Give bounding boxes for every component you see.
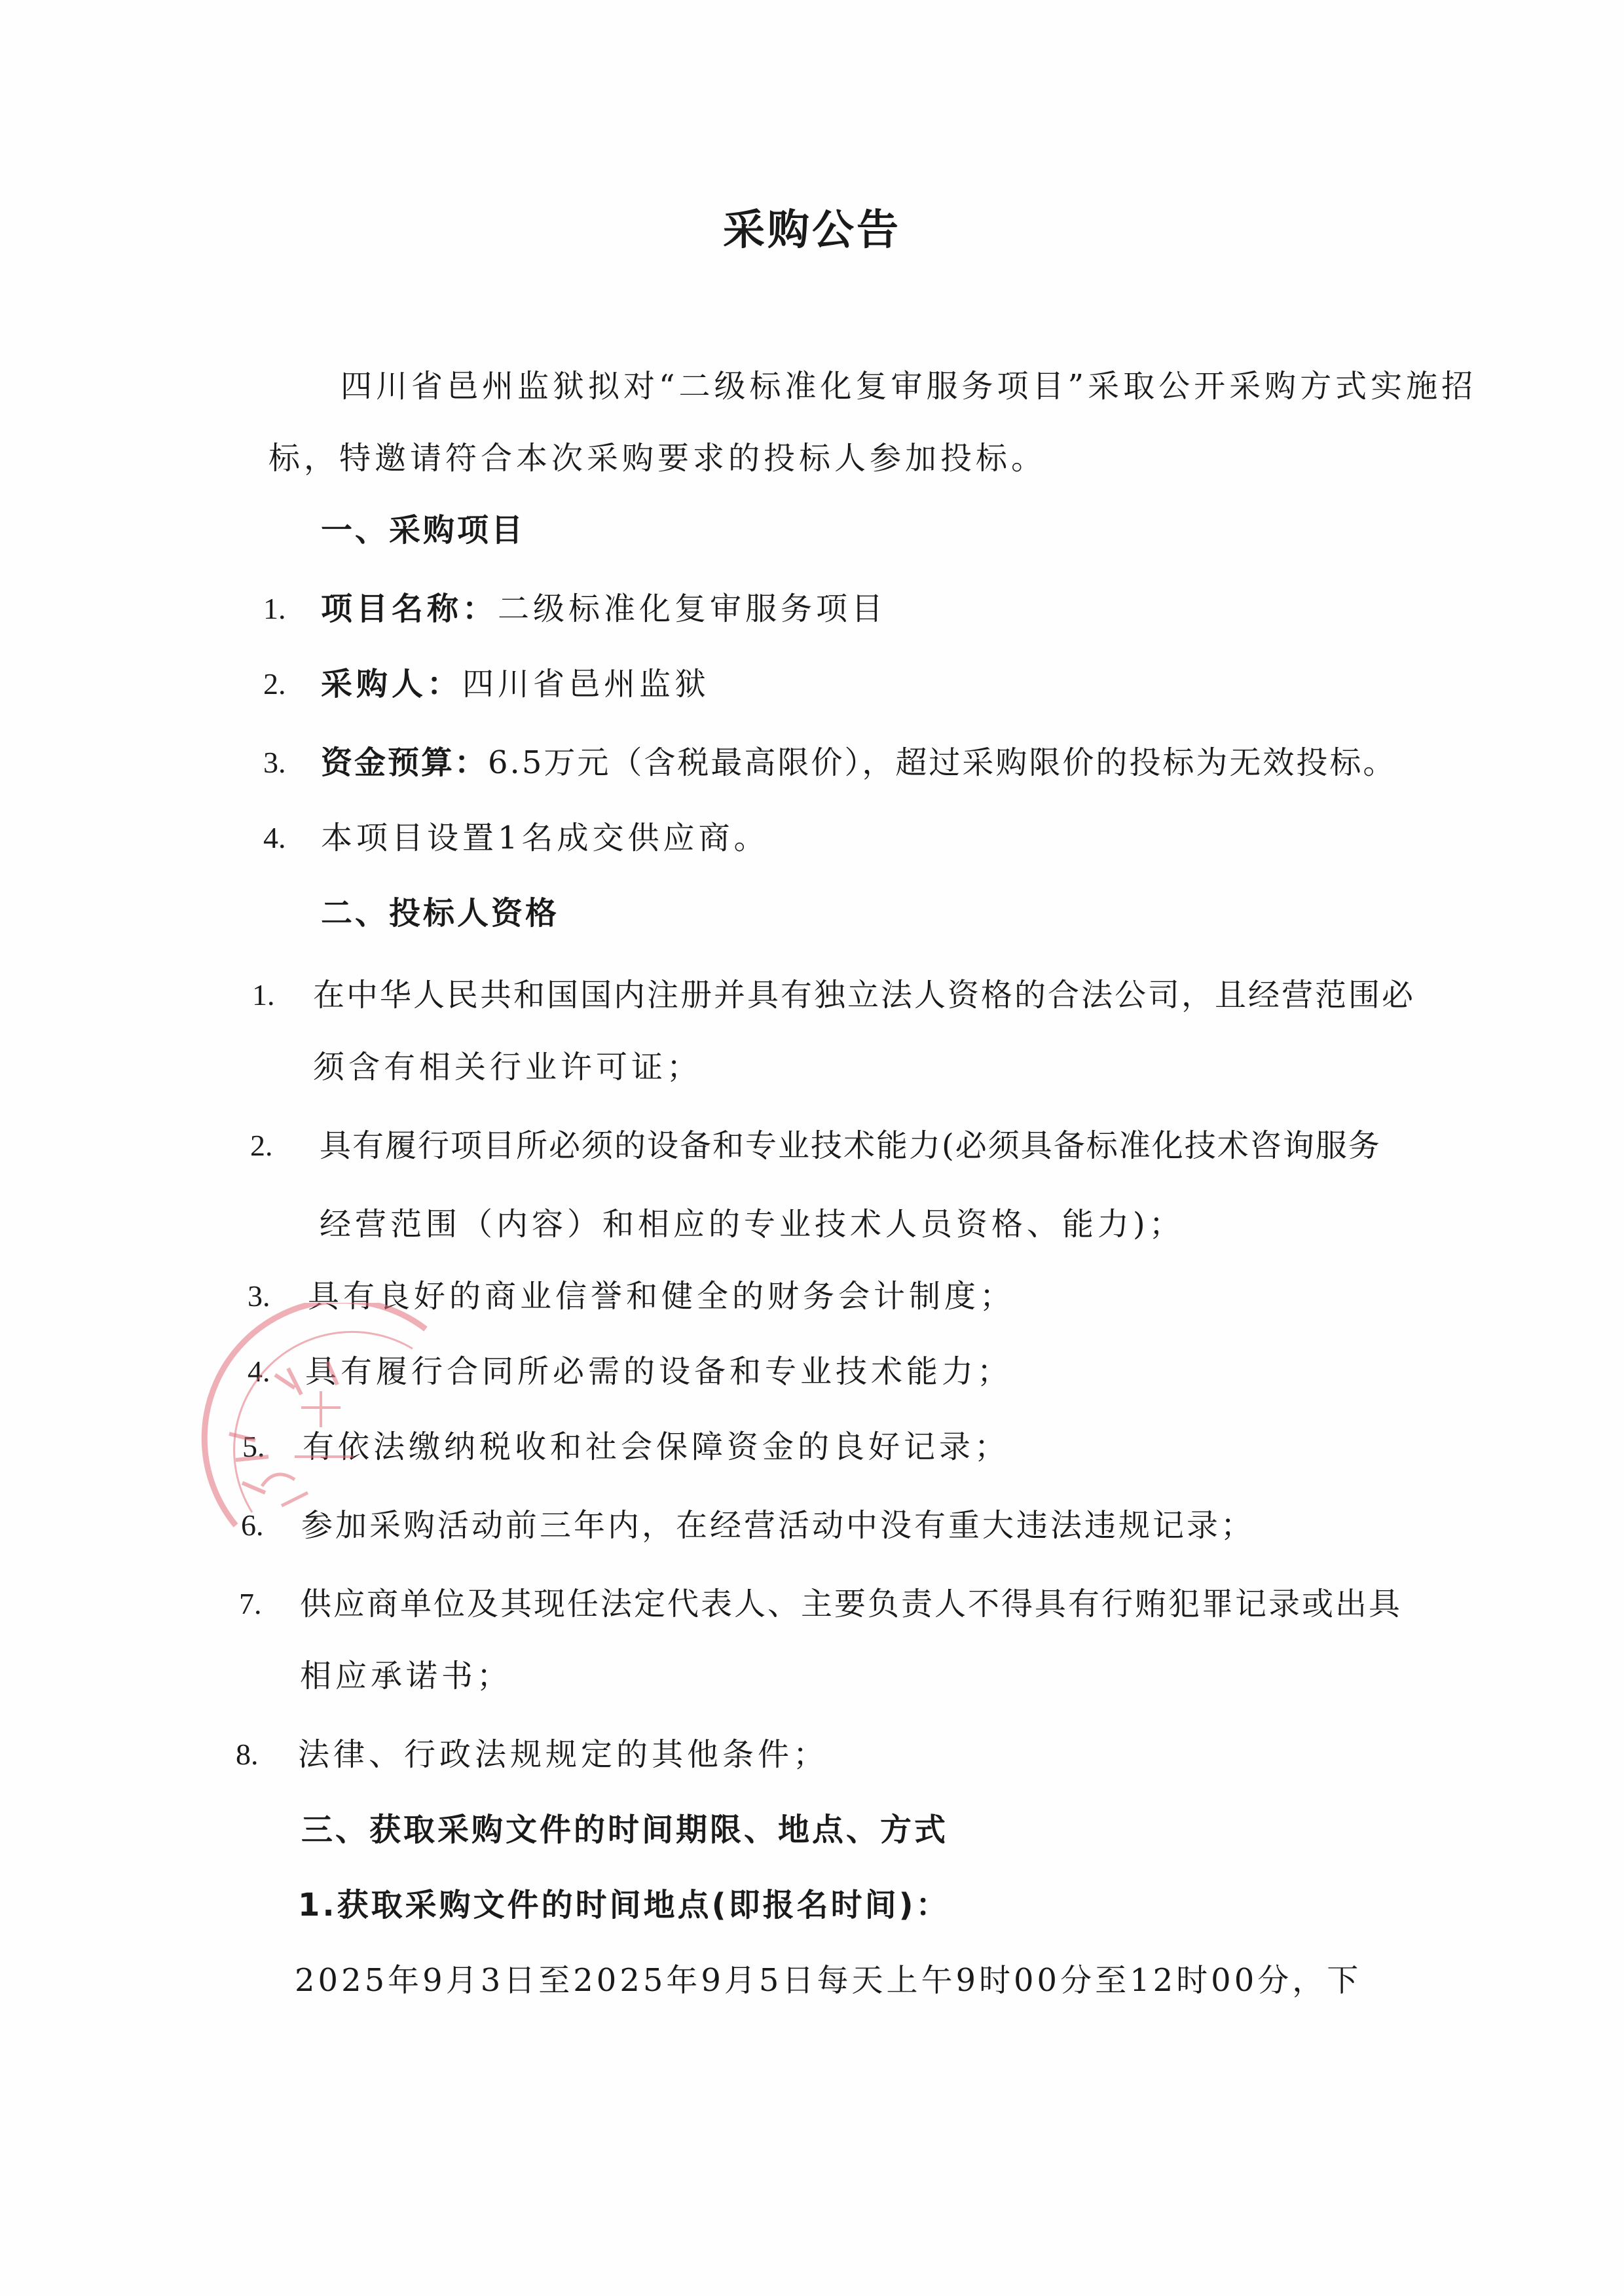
s1-item-2-number: 2. [263,667,286,701]
document-title: 采购公告 [723,206,901,255]
s1-item-3-label: 资金预算： [321,744,489,781]
s2-item-3-number: 3. [248,1279,270,1313]
s1-item-4-number: 4. [263,821,286,854]
s1-item-1-text: 二级标准化复审服务项目 [498,591,887,627]
s1-item-2-text: 四川省邑州监狱 [462,666,710,702]
s2-item-2-number: 2. [250,1129,273,1162]
s2-item-5-number: 5. [242,1430,265,1463]
intro-line-1: 四川省邑州监狱拟对“二级标准化复审服务项目”采取公开采购方式实施招 [341,368,1477,405]
s1-item-4-text: 本项目设置1名成交供应商。 [321,820,769,856]
s1-item-2-label: 采购人： [321,666,463,702]
section-3-text: 2025年9月3日至2025年9月5日每天上午9时00分至12时00分，下 [295,1962,1362,1999]
intro-line-2: 标，特邀请符合本次采购要求的投标人参加投标。 [268,440,1047,477]
s1-item-1-number: 1. [263,592,286,625]
s2-item-4-number: 4. [248,1355,270,1388]
s2-item-2-line-2: 经营范围（内容）和相应的专业技术人员资格、能力)； [320,1206,1185,1243]
s2-item-1-number: 1. [252,978,275,1011]
section-2-heading: 二、投标人资格 [321,895,560,932]
s2-item-6-number: 6. [241,1508,264,1542]
s2-item-7-number: 7. [239,1587,262,1620]
s2-item-8-number: 8. [236,1738,259,1771]
s1-item-2 [321,665,710,704]
s2-item-5-line-1: 有依法缴纳税收和社会保障资金的良好记录； [303,1429,1010,1465]
s2-item-8-line-1: 法律、行政法规规定的其他条件； [298,1736,829,1773]
s1-item-4 [321,818,769,858]
s1-item-3-number: 3. [263,746,286,779]
s2-item-2-line-1: 具有履行项目所必须的设备和专业技术能力(必须具备标准化技术咨询服务 [320,1127,1381,1164]
s2-item-1-line-1: 在中华人民共和国国内注册并具有独立法人资格的合法公司，且经营范围必 [313,977,1416,1013]
s2-item-3-line-1: 具有良好的商业信誉和健全的财务会计制度； [308,1278,1016,1315]
section-3-subheading: 1.获取采购文件的时间地点(即报名时间)： [298,1887,950,1923]
s1-item-3 [321,743,1396,782]
section-1-heading: 一、采购项目 [321,512,526,549]
s1-item-1-label: 项目名称： [321,591,498,627]
s2-item-6-line-1: 参加采购活动前三年内，在经营活动中没有重大违法违规记录； [301,1507,1255,1544]
s2-item-7-line-1: 供应商单位及其现任法定代表人、主要负责人不得具有行贿犯罪记录或出具 [300,1586,1403,1622]
s2-item-4-line-1: 具有履行合同所必需的设备和专业技术能力； [305,1353,1013,1390]
section-3-heading: 三、获取采购文件的时间期限、地点、方式 [301,1812,949,1848]
s1-item-3-text: 6.5万元（含税最高限价），超过采购限价的投标为无效投标。 [488,744,1397,781]
s2-item-1-line-2: 须含有相关行业许可证； [313,1049,703,1085]
s2-item-7-line-2: 相应承诺书； [300,1658,513,1694]
s1-item-1 [321,589,887,629]
official-seal-icon [177,1303,544,1578]
